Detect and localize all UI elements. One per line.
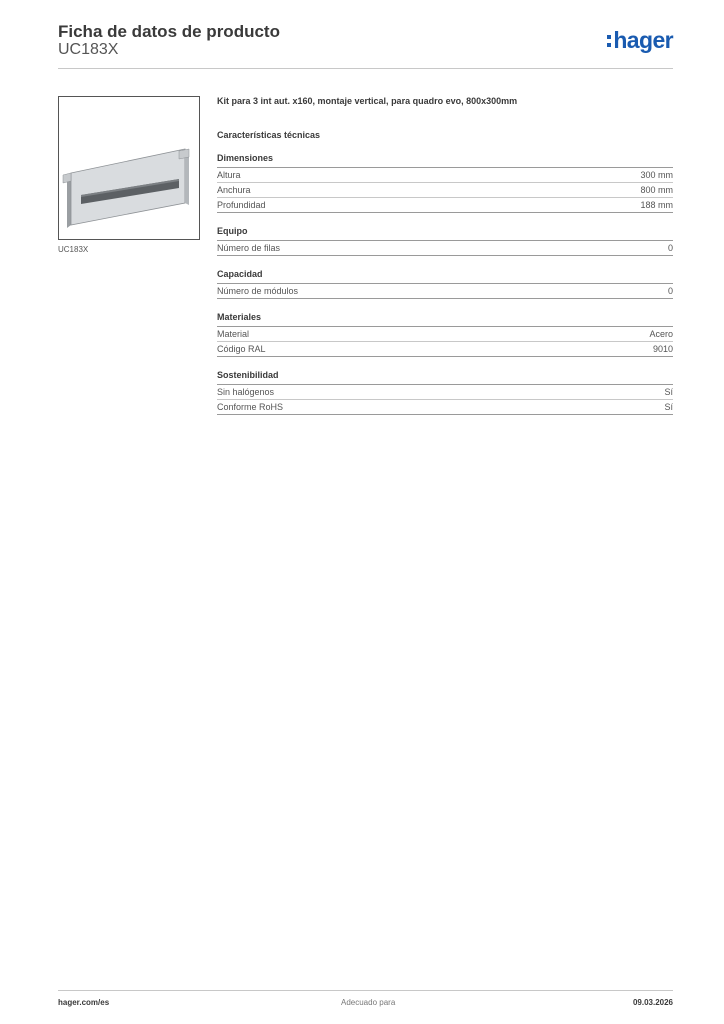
spec-row [217, 183, 673, 198]
logo-text: hager [613, 27, 673, 53]
product-details [217, 96, 673, 415]
document-title: Ficha de datos de producto [58, 22, 280, 41]
spec-value: Sí [664, 387, 673, 397]
spec-label: Conforme RoHS [217, 402, 284, 412]
spec-row [217, 198, 673, 213]
image-caption: UC183X [58, 245, 89, 254]
spec-value: 0 [667, 286, 673, 296]
footer-note: Adecuado para [341, 998, 396, 1007]
product-description: Kit para 3 int aut. x160, montaje vertical, para quadro evo, 800x300mm [217, 96, 518, 106]
spec-label: Número de filas [217, 243, 281, 253]
spec-label: Material [217, 329, 250, 339]
section-title: Dimensiones [217, 153, 673, 168]
footer-date: 09.03.2026 [632, 998, 673, 1007]
spec-row [217, 168, 673, 183]
website-link[interactable]: hager.com/es [58, 998, 110, 1007]
product-code: UC183X [58, 41, 119, 58]
spec-value: 9010 [652, 344, 673, 354]
spec-value: Sí [664, 402, 673, 412]
section-equipo [217, 226, 673, 256]
header-divider [58, 68, 673, 69]
spec-label: Profundidad [217, 200, 266, 210]
spec-row [217, 400, 673, 415]
spec-value: 300 mm [640, 170, 673, 180]
spec-value: 0 [667, 243, 673, 253]
spec-value: 188 mm [640, 200, 673, 210]
footer-divider [58, 990, 673, 991]
section-title: Equipo [217, 226, 673, 241]
wall-panel-illustration [59, 97, 199, 239]
spec-value: 800 mm [640, 185, 673, 195]
section-materiales [217, 312, 673, 357]
spec-row [217, 385, 673, 400]
spec-value: Acero [649, 329, 673, 339]
spec-row [217, 327, 673, 342]
section-dimensiones [217, 153, 673, 213]
spec-row [217, 284, 673, 299]
spec-label: Código RAL [217, 344, 266, 354]
page-header [58, 20, 673, 68]
technical-characteristics-title: Características técnicas [217, 130, 321, 140]
section-title: Capacidad [217, 269, 673, 284]
spec-label: Anchura [217, 185, 251, 195]
section-title: Materiales [217, 312, 673, 327]
section-sostenibilidad [217, 370, 673, 415]
section-title: Sostenibilidad [217, 370, 673, 385]
spec-row [217, 241, 673, 256]
spec-row [217, 342, 673, 357]
spec-label: Número de módulos [217, 286, 299, 296]
spec-label: Sin halógenos [217, 387, 275, 397]
spec-label: Altura [217, 170, 241, 180]
logo-dots-icon [607, 35, 611, 49]
hager-logo [607, 27, 673, 54]
product-image [58, 96, 200, 240]
section-capacidad [217, 269, 673, 299]
